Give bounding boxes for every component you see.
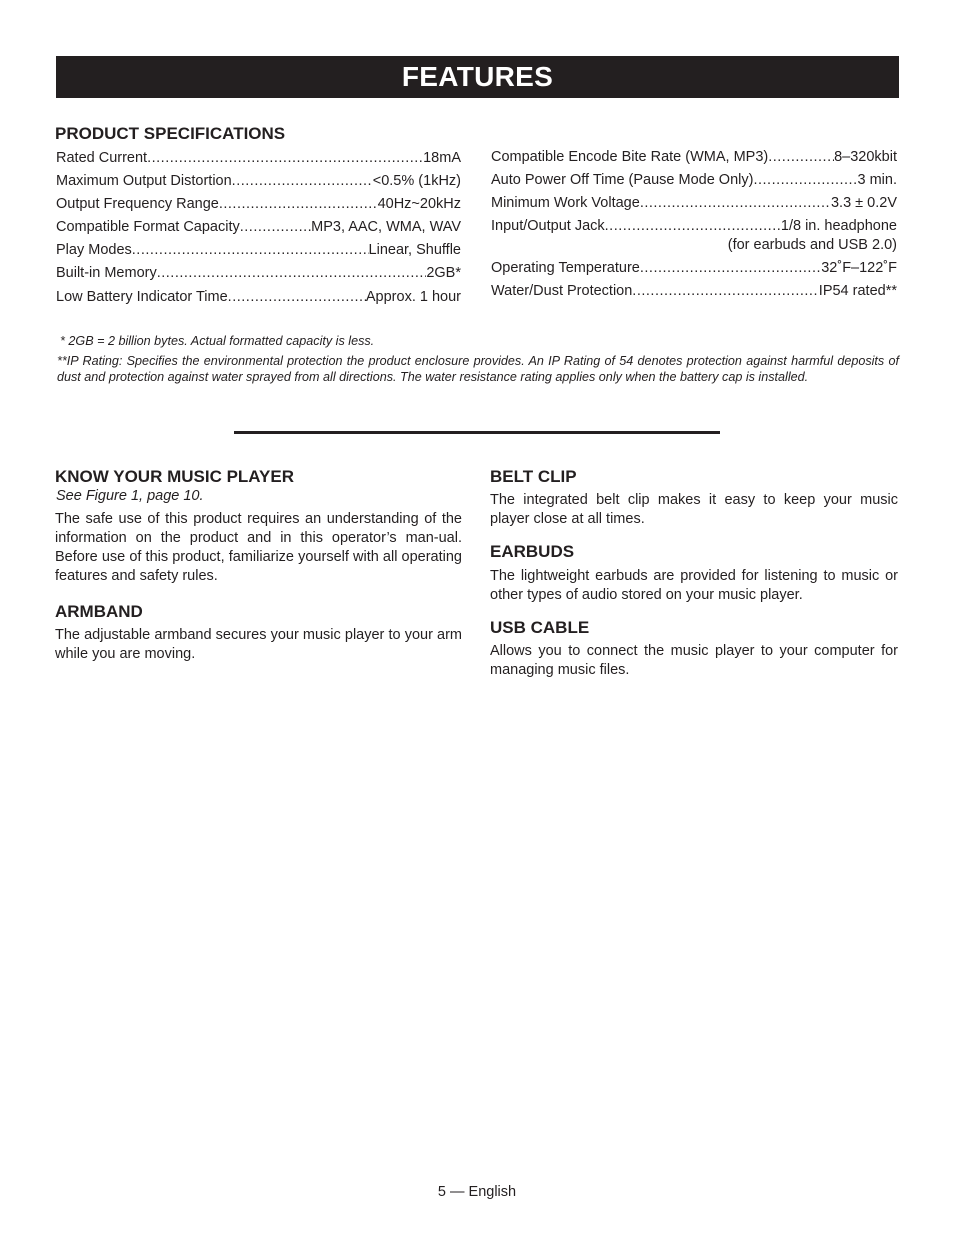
spec-row — [491, 283, 897, 300]
spec-row — [491, 172, 897, 189]
page-title: FEATURES — [401, 61, 554, 92]
spec-row — [56, 173, 461, 190]
dot-leader — [219, 196, 378, 213]
see-figure-reference: See Figure 1, page 10. — [56, 488, 204, 504]
spec-list-left — [56, 150, 461, 306]
spec-row — [56, 150, 461, 167]
features-banner — [56, 56, 899, 98]
spec-value: 32˚F–122˚F — [821, 260, 897, 276]
spec-label: Maximum Output Distortion — [56, 173, 232, 189]
spec-value: 1/8 in. headphone — [780, 218, 897, 234]
dot-leader — [228, 289, 366, 306]
spec-row — [56, 265, 461, 282]
spec-label: Auto Power Off Time (Pause Mode Only) — [491, 172, 754, 188]
spec-row — [56, 196, 461, 213]
spec-label: Compatible Format Capacity — [56, 219, 240, 235]
spec-value: Linear, Shuffle — [368, 242, 461, 258]
spec-label: Output Frequency Range — [56, 196, 219, 212]
spec-label: Water/Dust Protection — [491, 283, 633, 299]
spec-label: Operating Temperature — [491, 260, 640, 276]
belt-clip-body-text: The integrated belt clip makes it easy to keep your music player close at all times. — [490, 492, 898, 527]
spec-row — [491, 260, 897, 277]
spec-value: 2GB* — [426, 265, 461, 281]
spec-label: Minimum Work Voltage — [491, 195, 640, 211]
spec-value: MP3, AAC, WMA, WAV — [311, 219, 461, 235]
earbuds-body-text: The lightweight earbuds are provided for listening to music or other types of audio stored on your music player. — [490, 568, 898, 603]
spec-value: 8–320kbit — [834, 149, 897, 165]
usb-cable-heading: USB CABLE — [490, 618, 590, 637]
spec-value: <0.5% (1kHz) — [372, 173, 461, 189]
dot-leader — [132, 242, 369, 259]
dot-leader — [240, 219, 311, 236]
spec-value: 3.3 ± 0.2V — [830, 195, 897, 211]
dot-leader — [147, 150, 423, 167]
spec-label: Built-in Memory — [56, 265, 157, 281]
spec-value: 3 min. — [857, 172, 897, 188]
spec-label: Low Battery Indicator Time — [56, 289, 228, 305]
page-footer: 5 — English — [437, 1184, 517, 1200]
spec-value: 18mA — [423, 150, 461, 166]
spec-list-right — [491, 149, 897, 300]
spec-row — [491, 195, 897, 212]
dot-leader — [753, 172, 857, 189]
spec-row — [56, 219, 461, 236]
spec-value: IP54 rated** — [818, 283, 897, 299]
spec-label: Input/Output Jack — [491, 218, 605, 234]
spec-row — [56, 242, 461, 259]
armband-body-text: The adjustable armband secures your music player to your arm while you are moving. — [55, 627, 462, 662]
dot-leader — [232, 173, 373, 190]
dot-leader — [632, 283, 819, 300]
spec-row — [56, 289, 461, 306]
armband-heading: ARMBAND — [55, 602, 143, 621]
footnote-ip-rating: **IP Rating: Specifies the environmental protection the product enclosure provides. An IP Rating of 54 denotes protection against harmful deposits of dust and protection against water sprayed from all directions. The water resistance rating applies only when the battery cap is installed. — [57, 354, 899, 384]
spec-subvalue: (for earbuds and USB 2.0) — [727, 237, 897, 253]
dot-leader — [640, 260, 821, 277]
spec-row — [491, 149, 897, 166]
earbuds-heading: EARBUDS — [490, 542, 575, 561]
spec-label: Rated Current — [56, 150, 148, 166]
dot-leader — [768, 149, 834, 166]
usb-cable-body-text: Allows you to connect the music player to your computer for managing music files. — [490, 643, 898, 678]
spec-value: 40Hz~20kHz — [377, 196, 461, 212]
spec-label: Compatible Encode Bite Rate (WMA, MP3) — [491, 149, 769, 165]
section-divider — [234, 431, 720, 434]
spec-value: Approx. 1 hour — [365, 289, 461, 305]
dot-leader — [640, 195, 831, 212]
spec-label: Play Modes — [56, 242, 132, 258]
dot-leader — [605, 218, 781, 235]
product-specifications-heading: PRODUCT SPECIFICATIONS — [55, 124, 286, 143]
spec-row — [491, 218, 897, 235]
know-body-text: The safe use of this product requires an understanding of the information on the product and in this operator’s man-ual. Before use of this product, familiarize yourself with all operating features and safety rules. — [55, 511, 462, 584]
dot-leader — [157, 265, 427, 282]
know-your-music-player-heading: KNOW YOUR MUSIC PLAYER — [55, 467, 294, 486]
footnote-memory: * 2GB = 2 billion bytes. Actual formatted capacity is less. — [60, 334, 375, 348]
belt-clip-heading: BELT CLIP — [490, 467, 577, 486]
